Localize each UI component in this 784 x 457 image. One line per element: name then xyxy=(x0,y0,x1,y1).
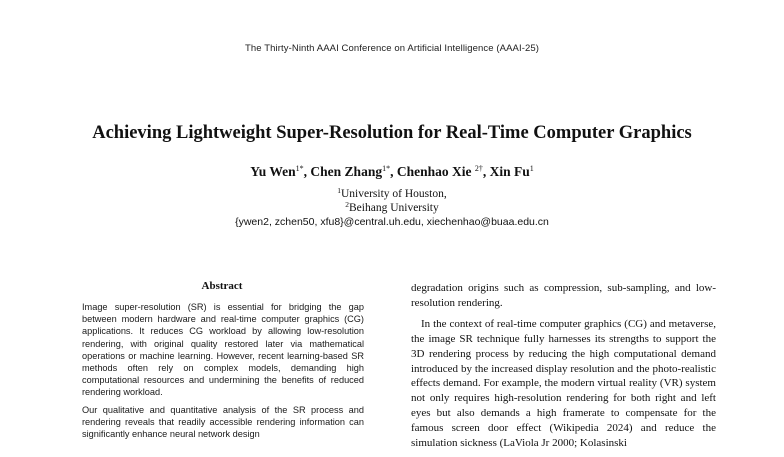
author-affiliation-mark: 2† xyxy=(474,164,483,173)
author-name: Chenhao Xie xyxy=(396,164,472,179)
affiliation-name: Beihang University xyxy=(349,202,439,214)
author-name: Xin Fu xyxy=(489,164,530,179)
abstract-body xyxy=(82,301,364,445)
affiliation-line xyxy=(0,200,784,214)
author-affiliation-mark: 1* xyxy=(295,164,304,173)
affiliation-mark: 2 xyxy=(345,200,349,209)
author-name: Yu Wen xyxy=(250,164,296,179)
body-paragraph: degradation origins such as compression, sub-sampling, and low-resolution rendering. xyxy=(411,282,716,309)
affiliation-mark: 1 xyxy=(337,186,341,195)
conference-header: The Thirty-Ninth AAAI Conference on Artificial Intelligence (AAAI-25) xyxy=(245,43,539,54)
author-name: Chen Zhang xyxy=(310,164,383,179)
author-affiliation-mark: 1* xyxy=(382,164,391,173)
intro-body xyxy=(411,281,716,457)
body-paragraph: In the context of real-time computer graphics (CG) and metaverse, the image SR technique fully harnesses its strengths to support the 3D rendering process by reducing the high computational demand introduced by the increased display resolution and the photo-realistic effects demand. For example, the modern virtual reality (VR) system not only requires high-resolution rendering for both right and left eyes but also demands a high framerate to compensate for the famous screen door effect (Wikipedia 2024) and reduce the simulation sickness (LaViola Jr 2000; Kolasinski xyxy=(411,317,716,450)
author-list: Yu Wen$^{1*}$, Chen Zhang$^{1*}$, Chenhao Xie $^{2\dagger}$, Xin Fu$^1$ xyxy=(250,164,534,179)
paper-title: Achieving Lightweight Super-Resolution for Real-Time Computer Graphics xyxy=(92,123,692,143)
abstract-heading: Abstract xyxy=(201,280,243,292)
affiliation-name: University of Houston, xyxy=(341,188,447,200)
abstract-paragraph: Image super-resolution (SR) is essential for bridging the gap between modern hardware and real-time computer graphics (CG) applications. It reduces CG workload by allowing low-resolution rendering, with original quality restored later via mathematical operations or machine learning. However, recent learning-based SR methods often rely on complex models, demanding high computational resources and undermining the benefits of reduced rendering workload. xyxy=(82,302,364,398)
author-emails: {ywen2, zchen50, xfu8}@central.uh.edu, xiechenhao@buaa.edu.cn xyxy=(235,216,549,228)
author-affiliation-mark: 1 xyxy=(529,164,534,173)
abstract-paragraph: Our qualitative and quantitative analysis of the SR process and rendering reveals that readily accessible rendering information can significantly enhance neural network design xyxy=(82,404,364,440)
affiliation-line xyxy=(0,186,784,200)
